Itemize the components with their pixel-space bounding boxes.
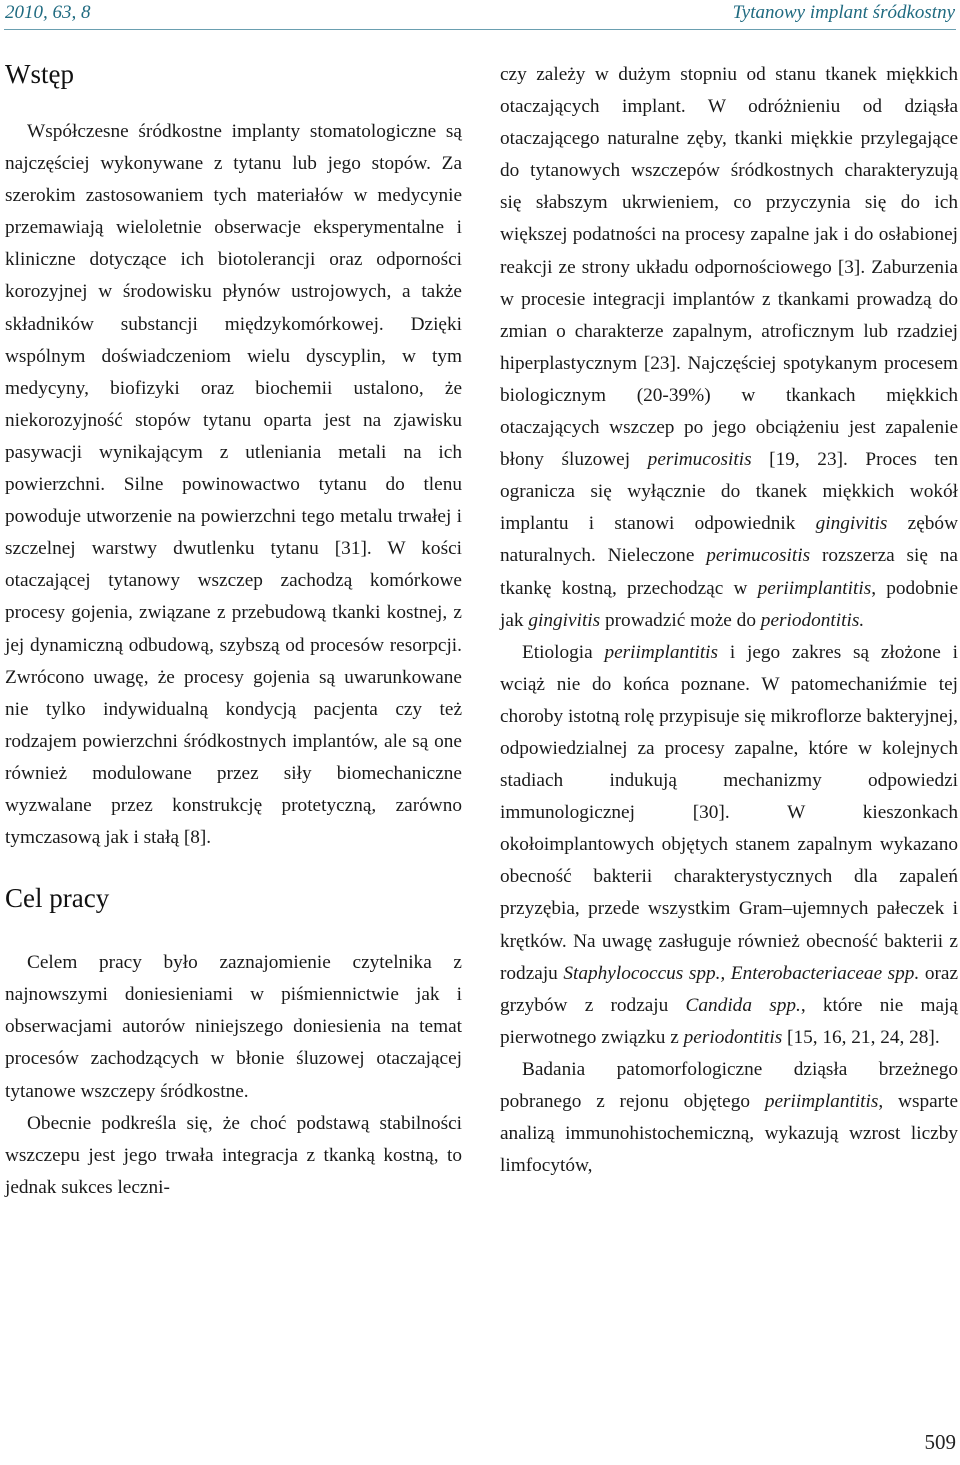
term-gingivitis: gingivitis bbox=[815, 513, 888, 535]
term-perimucositis: perimucositis bbox=[647, 449, 752, 471]
running-title: Tytanowy implant śródkostny bbox=[732, 2, 955, 23]
right-column bbox=[500, 0, 958, 1182]
section-heading-aim: Cel pracy bbox=[5, 883, 110, 914]
term-periimplantitis: periimplantitis bbox=[764, 1091, 879, 1112]
term-periimplantitis: periimplantitis bbox=[757, 577, 872, 599]
term-periodontitis: periodontitis bbox=[683, 1026, 783, 1048]
term-bacteria-genera: Staphylococcus spp., Enterobacteriaceae spp. bbox=[563, 962, 920, 984]
intro-paragraph: Współczesne śródkostne implanty stomatologiczne są najczęściej wykonywane z tytanu lub jego stopów. Za szerokim zastosowaniem tych materiałów w medycynie przemawiają wieloletnie obserwacje eksperymentalne i kliniczne dotyczące ich biotolerancji oraz odporności korozyjnej w środowisku płynów ustrojowych, a także składników substancji międzykomórkowej. Dzięki wspólnym doświadczeniom wielu dyscyplin, w tym medycyny, biofizyki oraz biochemii ustalono, że niekorozyjność stopów tytanu oparta jest na zjawisku pasywacji wynikającym z utleniania metali na ich powierzchni. Silne powinowactwo tytanu do tlenu powoduje utworzenie na powierzchni tego metalu trwałej i szczelnej warstwy dwutlenku tytanu [31]. W kości otaczającej tytanowy wszczep zachodzą komórkowe procesy gojenia, związane z przebudową tkanki kostnej, z jej dynamiczną odbudową, szybszą od procesów resorpcji. Zwrócono uwagę, że procesy gojenia są uwarunkowane nie tylko indywidualną kondycją pacjenta czy też rodzajem powierzchni śródkostnych implantów, ale są one również modulowane przez siły biomechaniczne wyzwalane przez konstrukcję protetyczną, zarówno tymczasową jak i stałą [8]. bbox=[5, 121, 462, 849]
journal-citation: 2010, 63, 8 bbox=[5, 2, 91, 23]
page-number: 509 bbox=[924, 1430, 956, 1454]
term-periimplantitis: periimplantitis bbox=[604, 641, 719, 663]
right-paragraph-3: Badania patomorfologiczne dziąsła brzeżnego pobranego z rejonu objętego periimplantitis, wsparte analizą immunohistochemiczną, wykazują wzrost liczby limfocytów, bbox=[500, 1058, 958, 1177]
term-perimucositis: perimucositis bbox=[706, 545, 811, 567]
aim-paragraph-2: Obecnie podkreśla się, że choć podstawą stabilności wszczepu jest jego trwała integracja z tkanką kostną, to jednak sukces leczni- bbox=[5, 1112, 462, 1198]
right-paragraph-1: czy zależy w dużym stopniu od stanu tkanek miękkich otaczających implant. W odróżnieniu od dziąsła otaczającego naturalne zęby, tkanki miękkie przylegające do tytanowych wszczepów śródkostnych charakteryzują się słabszym ukrwieniem, co przyczynia się do ich większej podatności na procesy zapalne jak i do osłabionej reakcji ze strony układu odpornościowego [3]. Zaburzenia w procesie integracji implantów z tkankami prowadzą do zmian o charakterze zapalnym, atroficznym lub rzadziej hiperplastycznym [23]. Najczęściej spotykanym procesem biologicznym (20-39%) w tkankach miękkich otaczających wszczep po jego obciążeniu jest zapalenie błony śluzowej perimucositis [19, 23]. Proces ten ogranicza się wyłącznie do tkanek miękkich wokół implantu i stanowi odpowiednik gingivitis zębów naturalnych. Nieleczone perimucositis rozszerza się na tkankę kostną, przechodząc w periimplantitis, podobnie jak gingivitis prowadzić może do periodontitis. bbox=[500, 64, 959, 631]
right-paragraph-2: Etiologia periimplantitis i jego zakres są złożone i wciąż nie do końca poznane. W patomechaniźmie tej choroby istotną rolę przypisuje się mikroflorze bakteryjnej, odpowiedzialnej za procesy zapalne, które w kolejnych stadiach indukują mechanizmy odpowiedzi immunologicznej [30]. W kieszonkach okołoimplantowych objętych stanem zapalnym wykazano obecność bakterii charakterystycznych dla zapaleń przyzębia, przede wszystkim Gram–ujemnych pałeczek i krętków. Na uwagę zasługuje również obecność bakterii z rodzaju Staphylococcus spp., Enterobacteriaceae spp. oraz grzybów z rodzaju Candida spp., które nie mają pierwotnego związku z periodontitis [15, 16, 21, 24, 28]. bbox=[500, 641, 958, 1048]
term-candida: Candida spp. bbox=[685, 994, 801, 1016]
aim-paragraph-1: Celem pracy było zaznajomienie czytelnika z najnowszymi doniesieniami w piśmiennictwie jak i obserwacjami autorów niniejszego doniesienia na temat procesów zachodzących w błonie śluzowej otaczającej tytanowe wszczepy śródkostne. bbox=[5, 952, 462, 1102]
left-column bbox=[5, 0, 462, 1204]
term-periodontitis: periodontitis. bbox=[760, 609, 865, 631]
section-heading-intro: Wstęp bbox=[5, 59, 74, 89]
term-gingivitis: gingivitis bbox=[528, 609, 601, 631]
